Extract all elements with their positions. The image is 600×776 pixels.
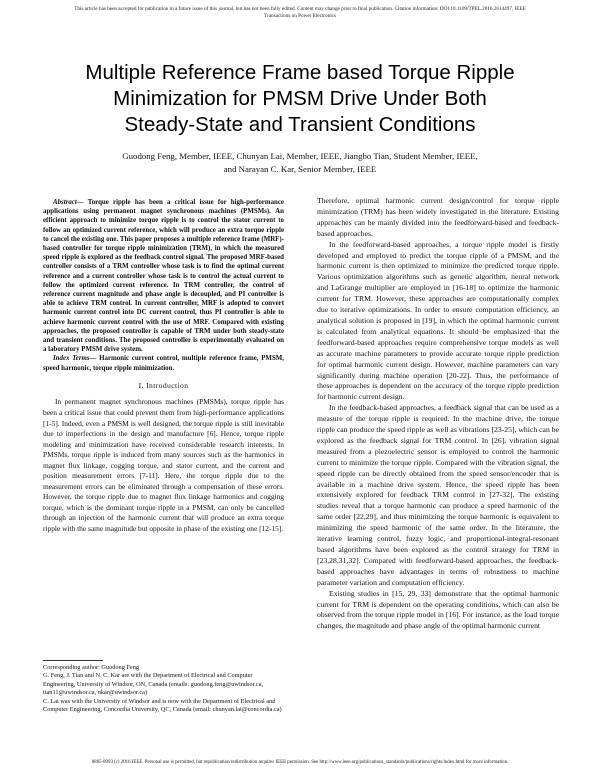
title-line-3: Steady-State and Transient Conditions <box>124 113 476 136</box>
footnotes <box>43 664 284 714</box>
right-paragraph-1: Therefore, optimal harmonic current design/control for torque ripple minimization (TRM) has been widely investigated in the literature. Existing approaches can be mainly divided into the feedforward-based and feedback-based approaches. <box>317 196 559 238</box>
abstract <box>43 198 284 354</box>
title-line-2: Minimization for PMSM Drive Under Both <box>113 87 487 110</box>
footnote-corresponding: Corresponding author: Guodong Feng <box>43 664 140 671</box>
right-paragraph-3: In the feedback-based approaches, a feedback signal that can be used as a measure of the torque ripple is required. In the machine drive, the torque ripple can produce the speed ripple as well as vibrations [23-25], which can be explored as the feedback signal for TRM control. In [26], vibration signal measured from a piezoelectric sensor is employed to control the harmonic current to minimize the torque ripple. Compared with the vibration signal, the speed ripple can be directly obtained from the speed sensor/encoder that is available in a machine drive system. Hence, the speed ripple has been extensively explored for feedback TRM control in [27-32]. The existing studies reveal that a torque harmonic can produce a speed harmonic of the same order [22,29], and thus minimizing the torque harmonic is equivalent to minimizing the speed harmonic of the same order. In the literature, the iterative learning control, fuzzy logic, and proportional-integral-resonant based algorithms have been explored as the control strategy for TRM in [23,28,31,32]. Compared with feedforward-based approaches, the feedback-based approaches have advantages in terms of robustness to machine parameter variation and computation efficiency. <box>317 403 559 587</box>
authors-line-2: and Narayan C. Kar, Senior Member, IEEE <box>223 164 377 174</box>
section-heading-introduction: I. Introduction <box>138 380 189 390</box>
abstract-label: Abstract— <box>53 199 84 206</box>
right-paragraph-4: Existing studies in [15, 29, 33] demonstrate that the optimal harmonic current for TRM is dependent on the operating conditions, which can also be observed from the torque ripple model in [16]. For instance, as the load torque changes, the magnitude and phase angle of the optimal harmonic current <box>317 588 559 631</box>
left-column <box>43 198 284 535</box>
header-line-1: This article has been accepted for publication in a future issue of this journal, but has not been fully edited. Content may change prior to final publication. Citation information: DOI 10.1109/TPEL.2016.2614497, IEEE <box>74 6 526 12</box>
running-header <box>50 6 550 20</box>
right-column <box>317 196 559 632</box>
right-paragraph-2: In the feedforward-based approaches, a torque ripple model is firstly developed and employed to predict the torque ripple of a PMSM, and the harmonic current is then optimized to minimize the predicted torque ripple. Various optimization algorithms such as genetic algorithm, neural network and LaGrange multiplier are employed in [16-18] to optimize the harmonic current for TRM. However, these approaches are computationally complex due to iterative optimizations. In order to ensure computation efficiency, an analytical solution is proposed in [19], in which the optimal harmonic current is calculated from analytical equations. It should be emphasized that the feedforward-based approaches require comprehensive torque models as well as accurate machine parameters to provide accurate torque ripple prediction for optimal harmonic current design. However, machine parameters can vary significantly during machine operation [20-22]. Thus, the performance of these approaches is dependent on the accuracy of the torque ripple prediction for harmonic current design. <box>317 239 559 402</box>
index-terms-text: Harmonic current control, multiple reference frame, PMSM, speed harmonic, torque ripple minimization. <box>43 355 284 372</box>
header-line-2: Transactions on Power Electronics <box>264 13 336 19</box>
index-terms <box>43 354 284 372</box>
abstract-text: Torque ripple has been a critical issue for high-performance applications using permanent magnet synchronous machines (PMSMs). An efficient approach to minimize torque ripple is to control the stator current to follow an optimized current reference, which will produce an extra torque ripple to cancel the existing one. This paper proposes a multiple reference frame (MRF)-based controller for torque ripple minimization (TRM), in which the measured speed ripple is explored as the feedback control signal. The proposed MRF-based controller consists of a TRM controller whose task is to find the optimal current reference and a current controller whose task is to control the actual current to follow the optimized current reference. In TRM controller, the control of reference current magnitude and phase angle is decoupled, and PI controller is able to achieve TRM control. In current controller, MRF is adopted to convert harmonic current control into DC current control, thus PI controller is able to achieve harmonic current control with the use of MRF. Compared with existing approaches, the proposed controller is capable of TRM under both steady-state and transient conditions. The proposed controller is experimentally evaluated on a laboratory PMSM drive system. <box>43 199 284 354</box>
page-footer: 0885-8993 (c) 2016 IEEE. Personal use is permitted, but republication/redistribution requires IEEE permission. See http://www.ieee.org/publications_standards/publications/rights/index.html for more information. <box>91 760 509 765</box>
footnote-affiliation-2: C. Lai was with the University of Windsor and is now with the Department of Electrical and Computer Engineering, Concordia University, QC, Canada (email: chunyan.lai@concordia.ca) <box>43 697 282 714</box>
index-terms-label: Index Terms— <box>53 355 97 363</box>
authors-line-1: Guodong Feng, Member, IEEE, Chunyan Lai, Member, IEEE, Jiangbo Tian, Student Member, IEEE, <box>122 151 478 161</box>
author-list <box>60 150 540 176</box>
footnote-affiliation-1: G. Feng, J. Tian and N. C. Kar are with the Department of Electrical and Computer Engineering, University of Windsor, ON, Canada (emails: guodong.feng@uwindsor.ca, tian11@uwindsor.ca, nkar@uwindsor.ca) <box>43 672 264 697</box>
intro-paragraph: In permanent magnet synchronous machines (PMSMs), torque ripple has been a critical issue that could prevent them from high-performance applications [1-5]. Indeed, even a PMSM is well designed, the torque ripple is still inevitable due to imperfections in the design and manufacture [6]. Hence, torque ripple modeling and minimization have received considerable research interests. In PMSMs, torque ripple is induced from many sources such as the harmonics in magnet flux linkage, cogging torque, and stator current, and the current and position measurement errors [7-11]. Here, the torque ripple due to the measurement errors can be eliminated through a compensation of these errors. However, the torque ripple due to magnet flux linkage harmonics and cogging torque, which is the dominant torque ripple in a PMSM, can only be cancelled through an injection of the harmonic current that will produce an extra torque ripple with the same magnitude but opposite in phase of the existing one [12-15]. <box>43 397 284 533</box>
paper-title <box>40 60 560 138</box>
title-line-1: Multiple Reference Frame based Torque Ripple <box>85 61 515 84</box>
footnote-divider <box>43 660 103 661</box>
